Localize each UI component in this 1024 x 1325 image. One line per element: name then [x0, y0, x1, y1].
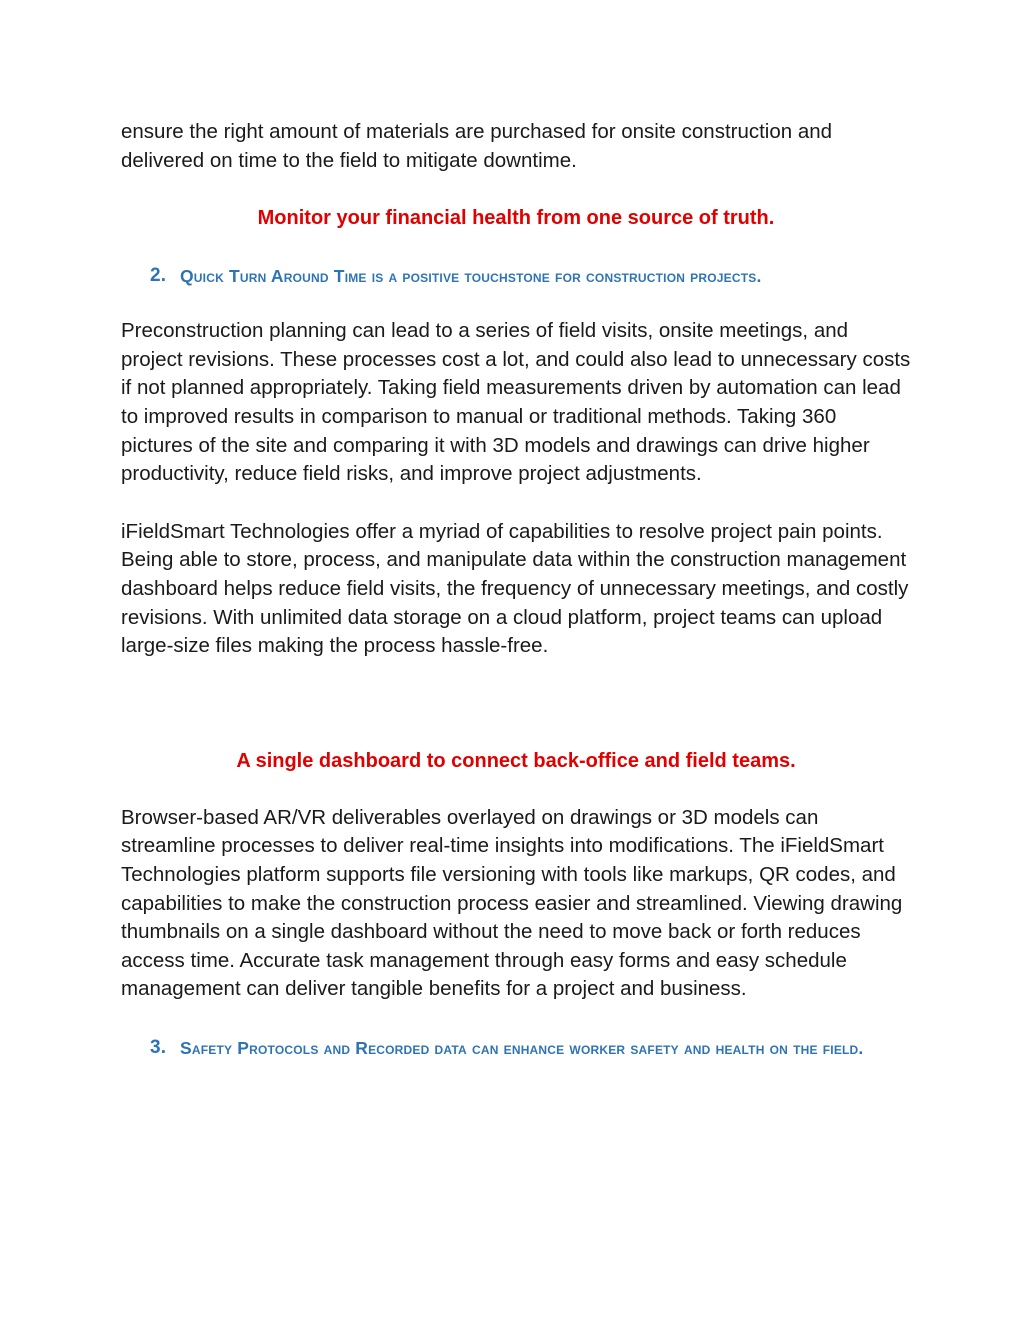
callout-financial-health: Monitor your financial health from one source of truth.	[257, 207, 775, 230]
paragraph-ifieldsmart-capabilities: iFieldSmart Technologies offer a myriad of capabilities to resolve project pain points. Being able to store, process, and manipulate data within the construction management dashboard helps reduce field visits, the frequency of unnecessary meetings, and costly revisions. With unlimited data storage on a cloud platform, project teams can upload large-size files making the process hassle-free.	[121, 519, 909, 658]
paragraph-browser-ar-vr: Browser-based AR/VR deliverables overlayed on drawings or 3D models can streamline processes to deliver real-time insights into modifications. The iFieldSmart Technologies platform supports file versioning with tools like markups, QR codes, and capabilities to make the construction process easier and streamlined. Viewing drawing thumbnails on a single dashboard without the need to move back or forth reduces access time. Accurate task management through easy forms and easy schedule management can deliver tangible benefits for a project and business.	[121, 805, 903, 1001]
section-heading-3-text: Safety Protocols and Recorded data can enhance worker safety and health on the field.	[180, 1037, 864, 1058]
section-number-3: 3.	[150, 1036, 167, 1058]
paragraph-preconstruction: Preconstruction planning can lead to a series of field visits, onsite meetings, and project revisions. These processes cost a lot, and could also lead to unnecessary costs if not planned appropriately. Taking field measurements driven by automation can lead to improved results in comparison to manual or traditional methods. Taking 360 pictures of the site and comparing it with 3D models and drawings can drive higher productivity, reduce field risks, and improve project adjustments.	[121, 319, 911, 486]
document-page	[121, 118, 911, 1063]
section-heading-3	[121, 1033, 911, 1063]
section-number-2: 2.	[150, 265, 167, 287]
paragraph-materials: ensure the right amount of materials are purchased for onsite construction and delivered on time to the field to mitigate downtime.	[121, 120, 833, 172]
section-heading-2-text: Quick Turn Around Time is a positive touchstone for construction projects.	[180, 266, 762, 287]
section-heading-2	[121, 261, 911, 291]
callout-single-dashboard: A single dashboard to connect back-office and field teams.	[236, 749, 796, 772]
